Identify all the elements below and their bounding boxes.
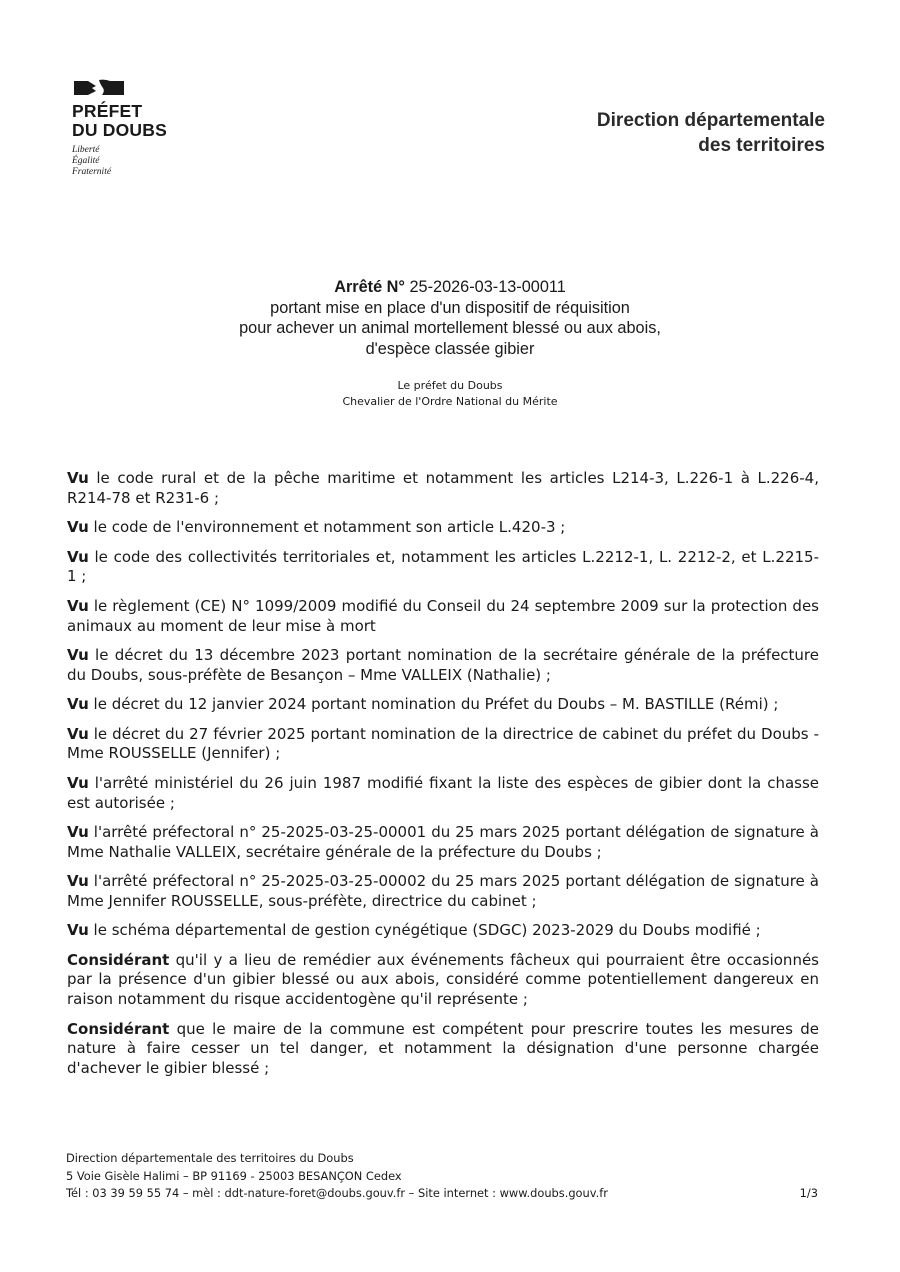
footer-address: 5 Voie Gisèle Halimi – BP 91169 - 25003 BESANÇON Cedex bbox=[66, 1168, 402, 1183]
considerant-paragraph bbox=[67, 1020, 819, 1079]
visa-paragraph bbox=[67, 872, 819, 912]
visa-paragraph bbox=[67, 597, 819, 637]
arrete-subject-line-1: portant mise en place d'un dispositif de réquisition bbox=[270, 298, 630, 317]
page-footer bbox=[66, 1150, 826, 1203]
footer-contact bbox=[66, 1185, 826, 1203]
visa-text: le code des collectivités territoriales et, notamment les articles L.2212-1, L. 2212-2, et L.2215- 1 ; bbox=[67, 547, 819, 586]
visa-keyword: Vu bbox=[67, 469, 89, 487]
prefet-line-1: Le préfet du Doubs bbox=[397, 379, 503, 392]
arrete-label: Arrêté N° bbox=[334, 278, 405, 296]
motto-egalite: Égalité bbox=[72, 156, 100, 166]
footer-contact-text: Tél : 03 39 59 55 74 – mèl : ddt-nature-foret@doubs.gouv.fr – Site internet : www.doubs.gouv.fr bbox=[66, 1186, 608, 1200]
motto-liberte: Liberté bbox=[72, 145, 100, 155]
visa-text: le décret du 13 décembre 2023 portant nomination de la secrétaire générale de la préfecture du Doubs, sous-préfète de Besançon – Mme VALLEIX (Nathalie) ; bbox=[67, 645, 819, 684]
visa-keyword: Vu bbox=[67, 596, 89, 615]
visa-paragraph bbox=[67, 823, 819, 863]
visa-text: l'arrêté ministériel du 26 juin 1987 modifié fixant la liste des espèces de gibier dont la chasse est autorisée ; bbox=[67, 773, 819, 812]
prefet-signatory bbox=[0, 378, 900, 409]
marianne-emblem-icon bbox=[72, 78, 126, 98]
considerant-keyword: Considérant bbox=[67, 950, 170, 969]
considerant-keyword: Considérant bbox=[67, 1019, 170, 1038]
visa-paragraph bbox=[67, 921, 819, 941]
visa-text: le code rural et de la pêche maritime et notamment les articles L214-3, L.226-1 à L.226-4, R214-78 et R231-6 ; bbox=[67, 469, 819, 507]
republic-motto bbox=[72, 145, 202, 178]
prefet-logo bbox=[72, 78, 202, 178]
page-number: 1/3 bbox=[799, 1186, 818, 1200]
considerant-text: qu'il y a lieu de remédier aux événements fâcheux qui pourraient être occasionnés par la présence d'un gibier blessé ou aux abois, considéré comme potentiellement dangereux en raison notamment du risque accidentogène qu'il représente ; bbox=[67, 950, 819, 1009]
visa-text: le décret du 12 janvier 2024 portant nomination du Préfet du Doubs – M. BASTILLE (Rémi) ; bbox=[88, 695, 779, 714]
prefet-logo-text bbox=[72, 102, 202, 140]
visa-text: le schéma départemental de gestion cynégétique (SDGC) 2023-2029 du Doubs modifié ; bbox=[88, 921, 761, 940]
direction-line-2: des territoires bbox=[698, 135, 825, 156]
direction-line-1: Direction départementale bbox=[596, 110, 825, 131]
visa-text: le décret du 27 février 2025 portant nomination de la directrice de cabinet du préfet du Doubs - Mme ROUSSELLE (Jennifer) ; bbox=[67, 724, 819, 763]
arrete-number-line bbox=[0, 277, 900, 298]
logo-line-2: DU DOUBS bbox=[72, 120, 167, 140]
visa-paragraph bbox=[67, 774, 819, 814]
visa-keyword: Vu bbox=[67, 724, 89, 743]
considerant-paragraph bbox=[67, 951, 819, 1010]
visa-keyword: Vu bbox=[67, 773, 89, 792]
visa-text: l'arrêté préfectoral n° 25-2025-03-25-00001 du 25 mars 2025 portant délégation de signature à Mme Nathalie VALLEIX, secrétaire générale de la préfecture du Doubs ; bbox=[67, 822, 819, 861]
visa-text: le règlement (CE) N° 1099/2009 modifié du Conseil du 24 septembre 2009 sur la protection des animaux au moment de leur mise à mort bbox=[67, 596, 819, 635]
considerant-text: que le maire de la commune est compétent pour prescrire toutes les mesures de nature à faire cesser un tel danger, et notamment la désignation d'une personne chargée d'achever le gibier blessé ; bbox=[67, 1019, 819, 1078]
visa-text: le code de l'environnement et notamment son article L.420-3 ; bbox=[88, 518, 566, 537]
visa-paragraph bbox=[67, 548, 819, 588]
visa-paragraph bbox=[67, 646, 819, 686]
visa-keyword: Vu bbox=[67, 695, 89, 714]
visa-keyword: Vu bbox=[67, 547, 89, 566]
arrete-title bbox=[0, 277, 900, 359]
arrete-number: 25-2026-03-13-00011 bbox=[409, 278, 566, 296]
visa-text: l'arrêté préfectoral n° 25-2025-03-25-00002 du 25 mars 2025 portant délégation de signature à Mme Jennifer ROUSSELLE, sous-préfète, directrice du cabinet ; bbox=[67, 872, 819, 910]
logo-line-1: PRÉFET bbox=[72, 101, 143, 121]
prefet-line-2: Chevalier de l'Ordre National du Mérite bbox=[342, 394, 558, 408]
visa-keyword: Vu bbox=[67, 518, 89, 537]
visa-keyword: Vu bbox=[67, 645, 89, 664]
direction-title bbox=[597, 108, 825, 158]
arrete-subject-line-3: d'espèce classée gibier bbox=[365, 339, 535, 358]
visa-paragraph bbox=[67, 695, 819, 715]
visas-list bbox=[67, 469, 819, 1089]
visa-paragraph bbox=[67, 518, 819, 538]
visa-keyword: Vu bbox=[67, 822, 89, 841]
motto-fraternite: Fraternité bbox=[72, 167, 112, 177]
arrete-subject-line-2: pour achever un animal mortellement blessé ou aux abois, bbox=[239, 319, 661, 337]
visa-keyword: Vu bbox=[67, 872, 89, 891]
visa-paragraph bbox=[67, 469, 819, 509]
visa-paragraph bbox=[67, 725, 819, 765]
visa-keyword: Vu bbox=[67, 921, 89, 940]
footer-org: Direction départementale des territoires du Doubs bbox=[66, 1151, 354, 1165]
